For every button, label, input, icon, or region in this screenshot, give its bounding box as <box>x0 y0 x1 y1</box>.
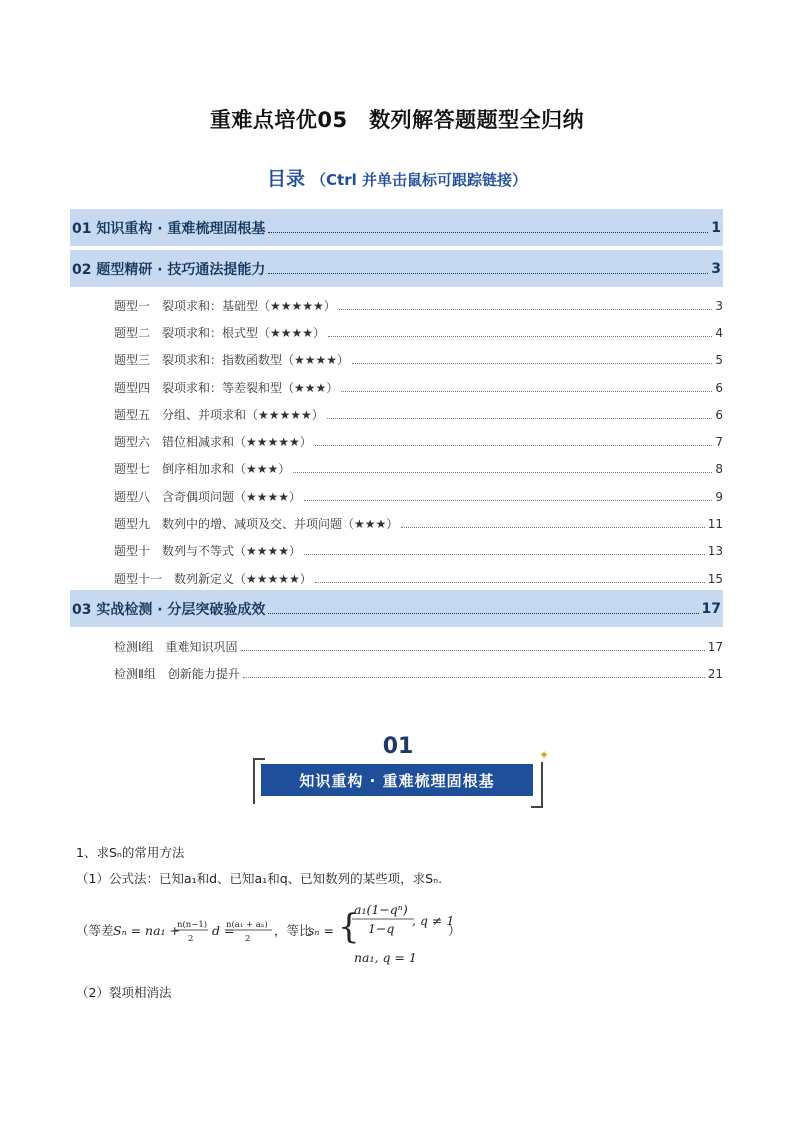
toc-page-number: 4 <box>715 326 723 340</box>
sparkle-icon: ✦ <box>538 748 549 762</box>
toc-page-number: 17 <box>701 600 721 617</box>
toc-section-02[interactable] <box>70 250 723 287</box>
formula-text: 2 <box>245 934 251 944</box>
toc-section-01[interactable] <box>70 209 723 246</box>
paragraph: 1、求Sₙ的常用方法 <box>76 845 185 860</box>
toc-section-03[interactable] <box>70 590 723 627</box>
leader-dots <box>339 308 713 310</box>
toc-item-label: 题型一 裂项求和：基础型（★★★★★） <box>114 299 336 313</box>
leader-dots <box>328 335 712 337</box>
toc-page-number: 3 <box>711 260 721 277</box>
toc-item-type-10[interactable] <box>70 542 723 559</box>
formula-text: 2 <box>188 934 194 944</box>
formula-text: n(n−1) <box>177 920 208 930</box>
section-banner-title: 知识重构 · 重难梳理固根基 <box>261 764 533 796</box>
toc-heading-note: （Ctrl 并单击鼠标可跟踪链接） <box>311 171 527 189</box>
formula-text: sₙ = <box>308 923 334 938</box>
toc-item-label: 检测Ⅱ组 创新能力提升 <box>114 667 240 681</box>
toc-item-label: 题型六 错位相减求和（★★★★★） <box>114 435 312 449</box>
toc-item-type-4[interactable] <box>70 379 723 396</box>
leader-dots <box>268 231 708 233</box>
toc-page-number: 9 <box>715 490 723 504</box>
leader-dots <box>304 499 712 501</box>
leader-dots <box>315 444 713 446</box>
toc-page-number: 5 <box>715 353 723 367</box>
formula-text: （等差 <box>76 923 114 938</box>
leader-dots <box>268 272 708 274</box>
leader-dots <box>352 362 712 364</box>
toc-page-number: 17 <box>707 640 723 654</box>
leader-dots <box>241 649 705 651</box>
toc-item-label: 题型九 数列中的增、减项及交、并项问题（★★★） <box>114 517 399 531</box>
toc-item-check-1[interactable] <box>70 638 723 655</box>
toc-page-number: 21 <box>707 667 723 681</box>
leader-dots <box>268 612 698 614</box>
toc-item-label: 题型八 含奇偶项问题（★★★★） <box>114 490 302 504</box>
section-number: 01 <box>382 734 414 759</box>
toc-page-number: 13 <box>707 544 723 558</box>
toc-item-type-6[interactable] <box>70 433 723 450</box>
toc-item-label: 检测Ⅰ组 重难知识巩固 <box>114 640 238 654</box>
toc-section-label: 03 实战检测 · 分层突破验成效 <box>72 601 266 618</box>
formula-text: ） <box>448 923 461 938</box>
leader-dots <box>401 526 704 528</box>
toc-page-number: 1 <box>711 219 721 236</box>
leader-dots <box>243 676 705 678</box>
toc-item-label: 题型二 裂项求和：根式型（★★★★） <box>114 326 326 340</box>
formula-text: n(a₁ + aₙ) <box>226 920 268 930</box>
formula-text: a₁(1−qⁿ) <box>354 902 408 917</box>
formula-graphic <box>76 896 496 972</box>
paragraph: （1）公式法：已知a₁和d、已知a₁和q、已知数列的某些项，求Sₙ. <box>76 871 443 886</box>
toc-item-label: 题型十 数列与不等式（★★★★） <box>114 544 302 558</box>
formula-text: d = <box>212 923 235 938</box>
formula-text: Sₙ = na₁ + <box>113 923 181 938</box>
toc-item-label: 题型四 裂项求和：等差裂和型（★★★） <box>114 381 339 395</box>
toc-item-type-9[interactable] <box>70 515 723 532</box>
paragraph: （2）裂项相消法 <box>76 985 172 1000</box>
formula-text: 1−q <box>368 921 395 936</box>
toc-page-number: 6 <box>715 408 723 422</box>
leader-dots <box>293 471 712 473</box>
formula-text: , q ≠ 1 <box>412 913 455 928</box>
toc-heading <box>0 164 794 191</box>
toc-item-label: 题型七 倒序相加求和（★★★） <box>114 462 291 476</box>
leader-dots <box>315 581 705 583</box>
leader-dots <box>304 553 705 555</box>
toc-item-label: 题型十一 数列新定义（★★★★★） <box>114 572 312 586</box>
toc-item-type-7[interactable] <box>70 460 723 477</box>
leader-dots <box>327 417 713 419</box>
toc-item-label: 题型三 裂项求和：指数函数型（★★★★） <box>114 353 350 367</box>
toc-item-type-8[interactable] <box>70 488 723 505</box>
toc-page-number: 15 <box>707 572 723 586</box>
toc-item-type-3[interactable] <box>70 351 723 368</box>
document-title: 重难点培优05 数列解答题题型全归纳 <box>209 108 585 132</box>
toc-section-label: 01 知识重构 · 重难梳理固根基 <box>72 220 266 237</box>
toc-section-label: 02 题型精研 · 技巧通法提能力 <box>72 261 266 278</box>
svg-text:{: { <box>338 907 360 947</box>
toc-page-number: 6 <box>715 381 723 395</box>
leader-dots <box>341 390 712 392</box>
toc-item-type-2[interactable] <box>70 324 723 341</box>
toc-page-number: 3 <box>715 299 723 313</box>
toc-page-number: 11 <box>707 517 723 531</box>
formula-text: na₁, q = 1 <box>354 950 417 965</box>
toc-page-number: 8 <box>715 462 723 476</box>
toc-item-type-11[interactable] <box>70 570 723 587</box>
toc-item-type-1[interactable] <box>70 297 723 314</box>
formula-text: ，等比 <box>274 923 312 938</box>
toc-item-type-5[interactable] <box>70 406 723 423</box>
toc-heading-main: 目录 <box>267 168 306 190</box>
toc-page-number: 7 <box>715 435 723 449</box>
sum-formula <box>76 896 496 972</box>
toc-item-check-2[interactable] <box>70 665 723 682</box>
toc-item-label: 题型五 分组、并项求和（★★★★★） <box>114 408 324 422</box>
section-banner <box>253 734 549 804</box>
